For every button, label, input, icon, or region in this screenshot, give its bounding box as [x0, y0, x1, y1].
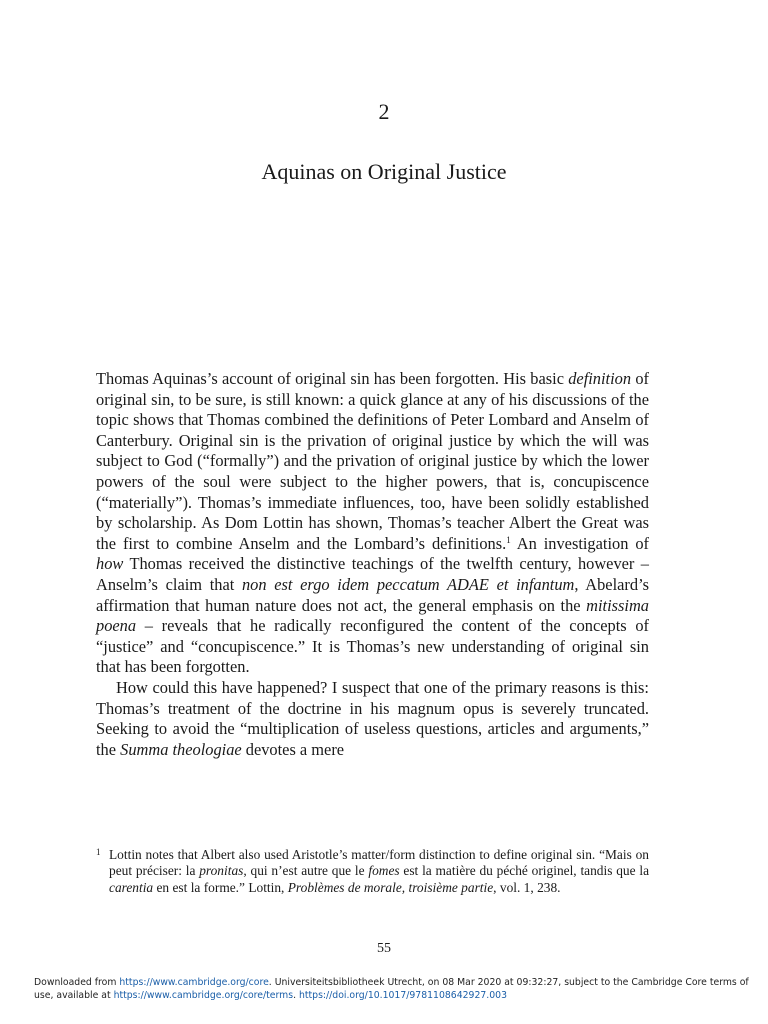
text-run: , vol. 1, 238. [493, 879, 561, 895]
page-number: 55 [377, 941, 391, 956]
doi-link[interactable]: https://doi.org/10.1017/9781108642927.003 [298, 990, 507, 1001]
footnote [96, 847, 649, 896]
download-note [34, 976, 754, 1002]
body-paragraph [96, 678, 649, 760]
footnote-reference[interactable]: 1 [506, 534, 511, 545]
text-run: devotes a mere [241, 739, 345, 759]
cambridge-core-link[interactable]: https://www.cambridge.org/core [119, 977, 269, 988]
text-run: Lottin notes that Albert also used Aristotle’s matter/form distinction to define original sin. “Mais on peut préciser: la [109, 847, 649, 879]
chapter-title: Aquinas on Original Justice [261, 159, 507, 184]
text-run: An investigation of [510, 533, 650, 553]
text-run: . [293, 990, 299, 1001]
latin-term: mitissima poena [96, 595, 649, 636]
terms-link[interactable]: https://www.cambridge.org/core/terms [113, 990, 294, 1001]
text-run: of original sin, to be sure, is still known: a quick glance at any of his discussions of the topic shows that Thomas combined the definitions of Peter Lombard and Anselm of Canterbury. Original sin is the privation of original justice by which the will was subject to God (“formally”) and the privation of original justice by which the lower powers of the soul were subject to the higher powers, that is, concupiscence (“materially”). Thomas’s immediate influences, too, have been solidly established by scholarship. As Dom Lottin has shown, Thomas’s teacher Albert the Great was the first to combine Anselm and the Lombard’s definitions. [96, 369, 649, 553]
latin-term: pronitas [199, 863, 244, 879]
text-run: est la matière du péché originel, tandis que la [399, 863, 650, 879]
work-title: Problèmes de morale, troisième partie [287, 879, 494, 895]
work-title: Summa theologiae [120, 739, 242, 759]
body-paragraph [96, 369, 649, 678]
emphasis-text: how [96, 554, 124, 574]
footnote-marker: 1 [96, 847, 101, 857]
text-run: , qui n’est autre que le [243, 863, 369, 879]
text-run: Thomas Aquinas’s account of original sin has been forgotten. His basic [96, 369, 569, 388]
main-text [96, 369, 649, 760]
chapter-number: 2 [378, 99, 390, 124]
latin-quote: non est ergo idem peccatum ADAE et infantum [241, 574, 575, 594]
text-run: Downloaded from [34, 977, 120, 988]
footnotes [96, 847, 649, 896]
text-run: . Universiteitsbibliotheek Utrecht, on 08 Mar 2020 at 09:32:27, subject to the Cambridge Core terms of use, available at [34, 977, 749, 1001]
emphasis-text: definition [568, 369, 632, 388]
text-run: , Abelard’s affirmation that human nature does not act, the general emphasis on the [96, 574, 649, 615]
latin-term: carentia [109, 879, 154, 895]
text-run: en est la forme.” Lottin, [153, 879, 288, 895]
text-run: Thomas received the distinctive teachings of the twelfth century, however – Anselm’s claim that [96, 554, 649, 594]
text-run: How could this have happened? I suspect that one of the primary reasons is this: Thomas’s treatment of the doctrine in his magnum opus is severely truncated. Seeking to avoid the “multiplication of useless questions, articles and arguments,” the [96, 677, 649, 759]
latin-term: fomes [368, 863, 400, 879]
text-run: – reveals that he radically reconfigured the content of the concepts of “justice” and “concupiscence.” It is Thomas’s new understanding of original sin that has been forgotten. [96, 616, 649, 677]
